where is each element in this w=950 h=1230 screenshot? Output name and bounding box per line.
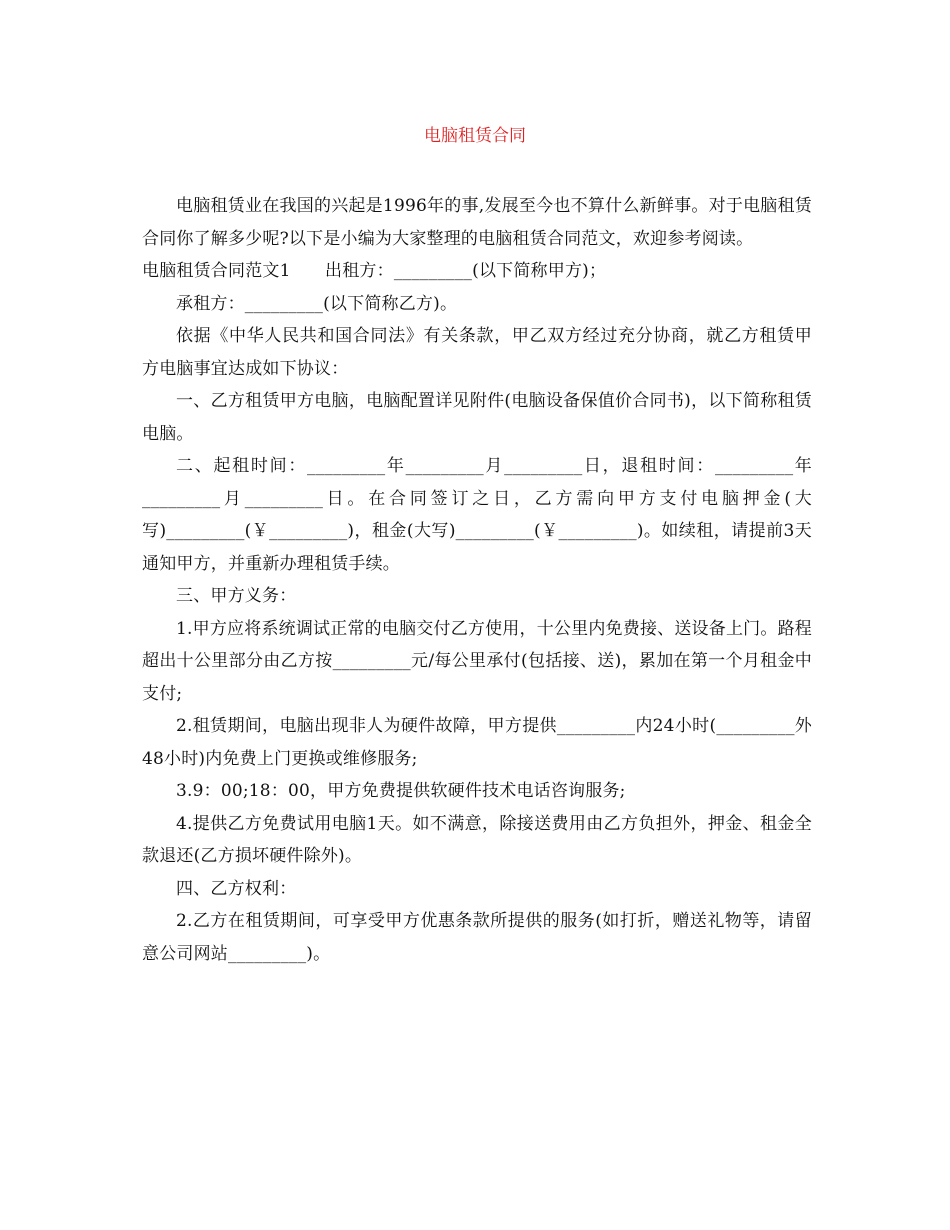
basis-paragraph: 依据《中华人民共和国合同法》有关条款，甲乙双方经过充分协商，就乙方租赁甲方电脑事宜达成如下协议： <box>142 326 812 379</box>
section-heading-lessor-obligations: 三、甲方义务： <box>176 586 297 606</box>
obligation-item-3: 3.9：00;18：00，甲方免费提供软硬件技术电话咨询服务; <box>176 781 626 801</box>
clause-2: 二、起租时间：_________年_________月_________日，退租时间：_________年_________月_________日。在合同签订之日，乙方需向甲方支付电脑押金(大写)_________(￥_________)，租金(大写)_________(￥_________)。如续租，请提前3天通知甲方，并重新办理租赁手续。 <box>142 456 812 574</box>
document-body <box>142 190 812 970</box>
intro-paragraph: 电脑租赁业在我国的兴起是1996年的事,发展至今也不算什么新鲜事。对于电脑租赁合同你了解多少呢?以下是小编为大家整理的电脑租赁合同范文，欢迎参考阅读。 <box>142 196 812 249</box>
clause-1: 一、乙方租赁甲方电脑，电脑配置详见附件(电脑设备保值价合同书)，以下简称租赁电脑。 <box>142 391 812 444</box>
obligation-item-4: 4.提供乙方免费试用电脑1天。如不满意，除接送费用由乙方负担外，押金、租金全款退还(乙方损坏硬件除外)。 <box>142 813 812 866</box>
obligation-item-1: 1.甲方应将系统调试正常的电脑交付乙方使用，十公里内免费接、送设备上门。路程超出十公里部分由乙方按_________元/每公里承付(包括接、送)，累加在第一个月租金中支付; <box>142 618 812 704</box>
obligation-item-2: 2.租赁期间，电脑出现非人为硬件故障，甲方提供_________内24小时(_________外48小时)内免费上门更换或维修服务; <box>142 716 812 769</box>
section-heading-lessee-rights: 四、乙方权利： <box>176 878 297 899</box>
rights-item-2: 2.乙方在租赁期间，可享受甲方优惠条款所提供的服务(如打折，赠送礼物等，请留意公司网站_________)。 <box>142 911 812 964</box>
lessee-line: 承租方：_________(以下简称乙方)。 <box>176 293 458 314</box>
document-title: 电脑租赁合同 <box>424 126 526 146</box>
lessor-line: 电脑租赁合同范文1 出租方：_________(以下简称甲方)； <box>142 261 607 281</box>
